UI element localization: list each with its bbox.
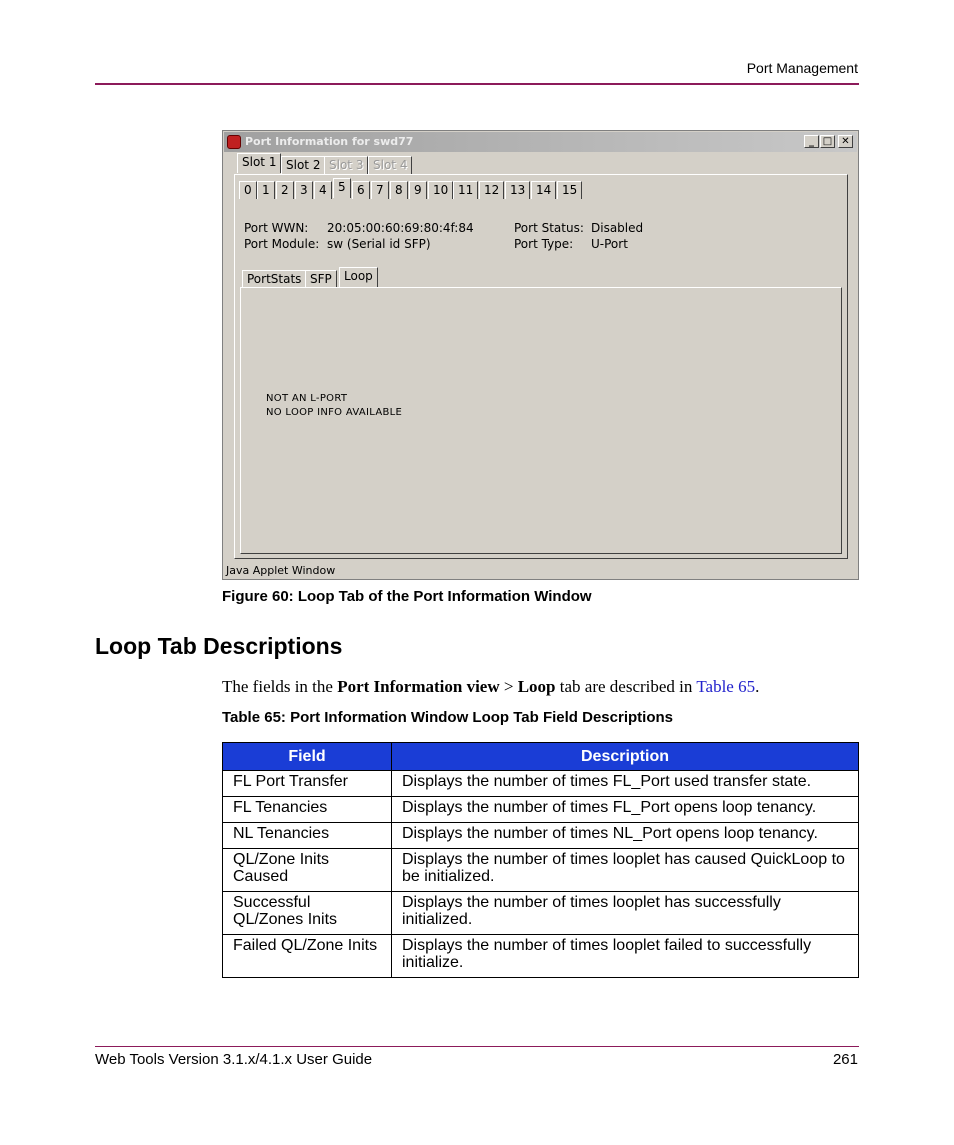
loop-panel: [240, 287, 842, 554]
para-bold-loop: Loop: [517, 677, 556, 696]
page-number: 261: [832, 1051, 858, 1068]
description-cell: Displays the number of times FL_Port opens loop tenancy.: [392, 797, 859, 823]
header-description: Description: [392, 743, 859, 771]
footer-title: Web Tools Version 3.1.x/4.1.x User Guide: [95, 1051, 373, 1068]
intro-paragraph: [222, 677, 759, 697]
window-titlebar: [224, 132, 857, 152]
port-tab-11[interactable]: 11: [453, 181, 478, 199]
para-text-3: tab are described in: [555, 677, 697, 696]
applet-status-bar: Java Applet Window: [226, 564, 336, 577]
loop-message-line1: NOT AN L-PORT: [266, 393, 348, 404]
description-cell: Displays the number of times NL_Port opens loop tenancy.: [392, 823, 859, 849]
table-row: [223, 849, 859, 892]
para-text-2: >: [499, 677, 518, 696]
tab-slot-4: Slot 4: [368, 156, 412, 174]
figure-caption: Figure 60: Loop Tab of the Port Information Window: [222, 588, 592, 605]
table-row: [223, 892, 859, 935]
port-type-value: U-Port: [591, 237, 628, 251]
table-row: [223, 797, 859, 823]
description-cell: Displays the number of times looplet has successfully initialized.: [392, 892, 859, 935]
close-button[interactable]: ✕: [838, 135, 853, 148]
port-module-value: sw (Serial id SFP): [327, 237, 431, 251]
minimize-button[interactable]: _: [804, 135, 819, 148]
tab-loop[interactable]: Loop: [339, 267, 378, 287]
description-cell: Displays the number of times looplet has caused QuickLoop to be initialized.: [392, 849, 859, 892]
description-cell: Displays the number of times FL_Port used transfer state.: [392, 771, 859, 797]
port-tab-13[interactable]: 13: [505, 181, 530, 199]
port-tab-12[interactable]: 12: [479, 181, 504, 199]
field-cell: Successful QL/Zones Inits: [223, 892, 392, 935]
field-cell: FL Tenancies: [223, 797, 392, 823]
field-cell: NL Tenancies: [223, 823, 392, 849]
port-wwn-label: Port WWN:: [244, 221, 309, 235]
table-65-link[interactable]: Table 65: [696, 677, 756, 696]
table-row: [223, 771, 859, 797]
field-cell: Failed QL/Zone Inits: [223, 935, 392, 978]
tab-portstats[interactable]: PortStats: [242, 270, 306, 288]
window-title: Port Information for swd77: [245, 135, 414, 148]
tab-sfp[interactable]: SFP: [305, 270, 337, 288]
section-heading: Loop Tab Descriptions: [95, 633, 343, 659]
tab-slot-1[interactable]: Slot 1: [237, 153, 281, 173]
table-caption: Table 65: Port Information Window Loop Tab Field Descriptions: [222, 709, 673, 726]
description-cell: Displays the number of times looplet failed to successfully initialize.: [392, 935, 859, 978]
port-tab-10[interactable]: 10: [428, 181, 453, 199]
header-field: Field: [223, 743, 392, 771]
table-row: [223, 823, 859, 849]
loop-message-line2: NO LOOP INFO AVAILABLE: [266, 407, 403, 418]
tab-slot-3: Slot 3: [324, 156, 368, 174]
port-tab-2[interactable]: 2: [276, 181, 294, 199]
port-type-label: Port Type:: [514, 237, 574, 251]
port-wwn-value: 20:05:00:60:69:80:4f:84: [327, 221, 474, 235]
field-cell: QL/Zone Inits Caused: [223, 849, 392, 892]
port-tab-4[interactable]: 4: [314, 181, 332, 199]
para-bold-view: Port Information view: [337, 677, 500, 696]
port-tab-14[interactable]: 14: [531, 181, 556, 199]
port-tab-1[interactable]: 1: [257, 181, 275, 199]
field-cell: FL Port Transfer: [223, 771, 392, 797]
port-tab-0[interactable]: 0: [239, 181, 257, 199]
port-tab-9[interactable]: 9: [409, 181, 427, 199]
port-tab-3[interactable]: 3: [295, 181, 313, 199]
field-descriptions-table: [222, 742, 859, 978]
header-rule: [95, 83, 859, 85]
para-text-4: .: [755, 677, 760, 696]
tab-slot-2[interactable]: Slot 2: [281, 156, 325, 174]
port-module-label: Port Module:: [244, 237, 320, 251]
port-tab-6[interactable]: 6: [352, 181, 370, 199]
port-tab-7[interactable]: 7: [371, 181, 389, 199]
running-header: Port Management: [746, 60, 858, 76]
table-header-row: [223, 743, 859, 771]
para-text-1: The fields in the: [222, 677, 338, 696]
port-tab-15[interactable]: 15: [557, 181, 582, 199]
maximize-button[interactable]: □: [820, 135, 835, 148]
port-tab-5[interactable]: 5: [333, 178, 351, 198]
port-status-value: Disabled: [591, 221, 644, 235]
java-app-icon: [227, 135, 241, 149]
port-information-window: [222, 130, 859, 580]
table-row: [223, 935, 859, 978]
footer-rule: [95, 1046, 859, 1047]
port-status-label: Port Status:: [514, 221, 584, 235]
port-tab-8[interactable]: 8: [390, 181, 408, 199]
